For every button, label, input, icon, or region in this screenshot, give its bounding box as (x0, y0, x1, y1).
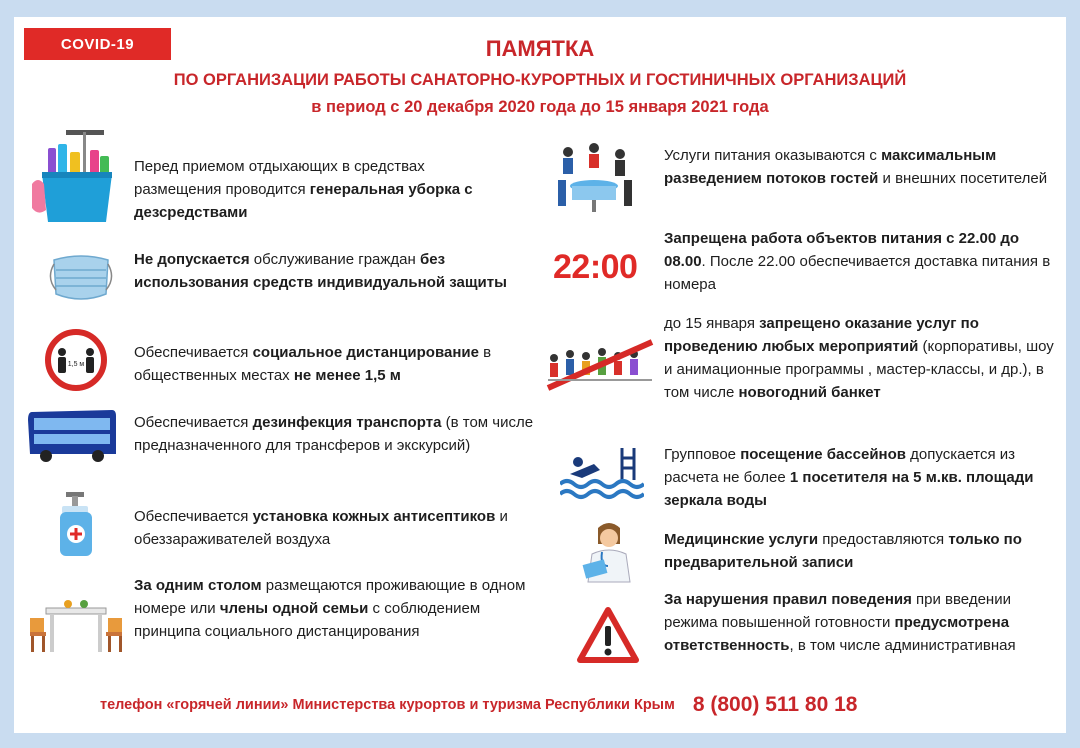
rule-emphasis: новогодний банкет (738, 384, 881, 401)
covid-badge: COVID-19 (24, 28, 171, 60)
rule-family-table (134, 574, 529, 643)
rule-emphasis: не менее 1,5 м (293, 367, 401, 384)
rule-emphasis: 1 посетителя на 5 м.кв. площади зеркала воды (664, 469, 1034, 509)
rule-pool-visits (664, 443, 1064, 512)
rule-emphasis: генеральная уборка с дезсредствами (134, 181, 473, 221)
rule-emphasis: максимальным разведением потоков гостей (664, 147, 997, 187)
doctor-icon (582, 518, 636, 584)
rule-emphasis: члены одной семьи (219, 600, 369, 617)
hotline-footer (100, 693, 1000, 717)
rule-emphasis: установка кожных антисептиков (252, 508, 496, 525)
rule-text: допускается из расчета не более (664, 446, 1016, 486)
rule-text: Обеспечивается (134, 344, 253, 361)
rule-emphasis: За одним столом (134, 577, 262, 594)
rule-events-ban (664, 312, 1064, 404)
rule-ppe-required (134, 248, 524, 294)
rule-text: Перед приемом отдыхающих в средствах размещения проводится (134, 158, 425, 198)
rule-text: Услуги питания оказываются с (664, 147, 882, 164)
rule-text: и внешних посетителей (878, 170, 1048, 187)
rule-text: обслуживание граждан (249, 251, 420, 268)
rule-emphasis: Не допускается (134, 251, 250, 268)
rule-medical-services (664, 528, 1064, 574)
distance-sign-icon (44, 328, 108, 392)
swimming-pool-icon (560, 444, 644, 506)
rule-emphasis: За нарушения правил поведения (664, 591, 912, 608)
rule-transport-disinfection (134, 411, 534, 457)
cleaning-bucket-icon (28, 126, 120, 224)
rule-text: Обеспечивается (134, 414, 253, 431)
rule-emphasis: Запрещена работа объектов питания с 22.00 до 08.00 (664, 230, 1020, 270)
page-title: ПАМЯТКА (485, 36, 595, 61)
rule-emphasis: посещение бассейнов (740, 446, 907, 463)
clock-2200-icon: 22:00 (553, 248, 638, 286)
rule-text: (в том числе предназначенного для трансферов и экскурсий) (134, 414, 534, 454)
warning-triangle-icon (576, 604, 640, 666)
rule-text: предоставляются (818, 531, 949, 548)
rule-text: с соблюдением принципа социального дистанцирования (134, 600, 481, 640)
rule-text: до 15 января (664, 315, 760, 332)
rule-catering-flows (664, 144, 1064, 190)
sanitizer-bottle-icon (56, 488, 100, 558)
page-subtitle: ПО ОРГАНИЗАЦИИ РАБОТЫ САНАТОРНО-КУРОРТНЫХ И ГОСТИНИЧНЫХ ОРГАНИЗАЦИЙ (173, 71, 907, 89)
rule-text: Групповое (664, 446, 741, 463)
rule-text: , в том числе административная (789, 637, 1016, 654)
rule-emphasis: запрещено оказание услуг по проведению любых мероприятий (664, 315, 979, 355)
dining-table-icon (26, 592, 126, 656)
rule-text: Обеспечивается (134, 508, 253, 525)
rule-social-distance (134, 341, 529, 387)
rule-text: при введении режима повышенной готовности (664, 591, 1011, 631)
rule-catering-hours (664, 227, 1064, 296)
rule-emphasis: предусмотрена ответственность (664, 614, 1010, 654)
hotline-text: телефон «горячей линии» Министерства курортов и туризма Республики Крым (100, 697, 675, 713)
restaurant-guests-icon (550, 140, 640, 214)
rule-emphasis: Медицинские услуги (664, 531, 819, 548)
rule-general-cleaning (134, 155, 514, 224)
rule-penalties (664, 588, 1064, 657)
period-text: в период с 20 декабря 2020 года до 15 января 2021 года (311, 98, 769, 116)
rule-text: в общественных местах (134, 344, 492, 384)
rule-emphasis: социальное дистанцирование (252, 344, 479, 361)
rule-text: . После 22.00 обеспечивается доставка питания в номера (664, 253, 1051, 293)
rule-antiseptics (134, 505, 514, 551)
rule-text: размещаются проживающие в одном номере или (134, 577, 526, 617)
rule-text: (корпоративы, шоу и анимационные программы , мастер-классы, и др.), в том числе (664, 338, 1054, 401)
rule-emphasis: только по предварительной записи (664, 531, 1022, 571)
rule-emphasis: дезинфекция транспорта (252, 414, 442, 431)
hotline-phone[interactable]: 8 (800) 511 80 18 (692, 693, 858, 716)
face-mask-icon (46, 250, 116, 306)
distance-label: 1,5 м (67, 361, 85, 368)
bus-icon (26, 406, 118, 466)
crowd-event-icon (544, 336, 656, 396)
rule-text: и обеззараживателей воздуха (134, 508, 508, 548)
rule-emphasis: без использования средств индивидуальной защиты (134, 251, 507, 291)
